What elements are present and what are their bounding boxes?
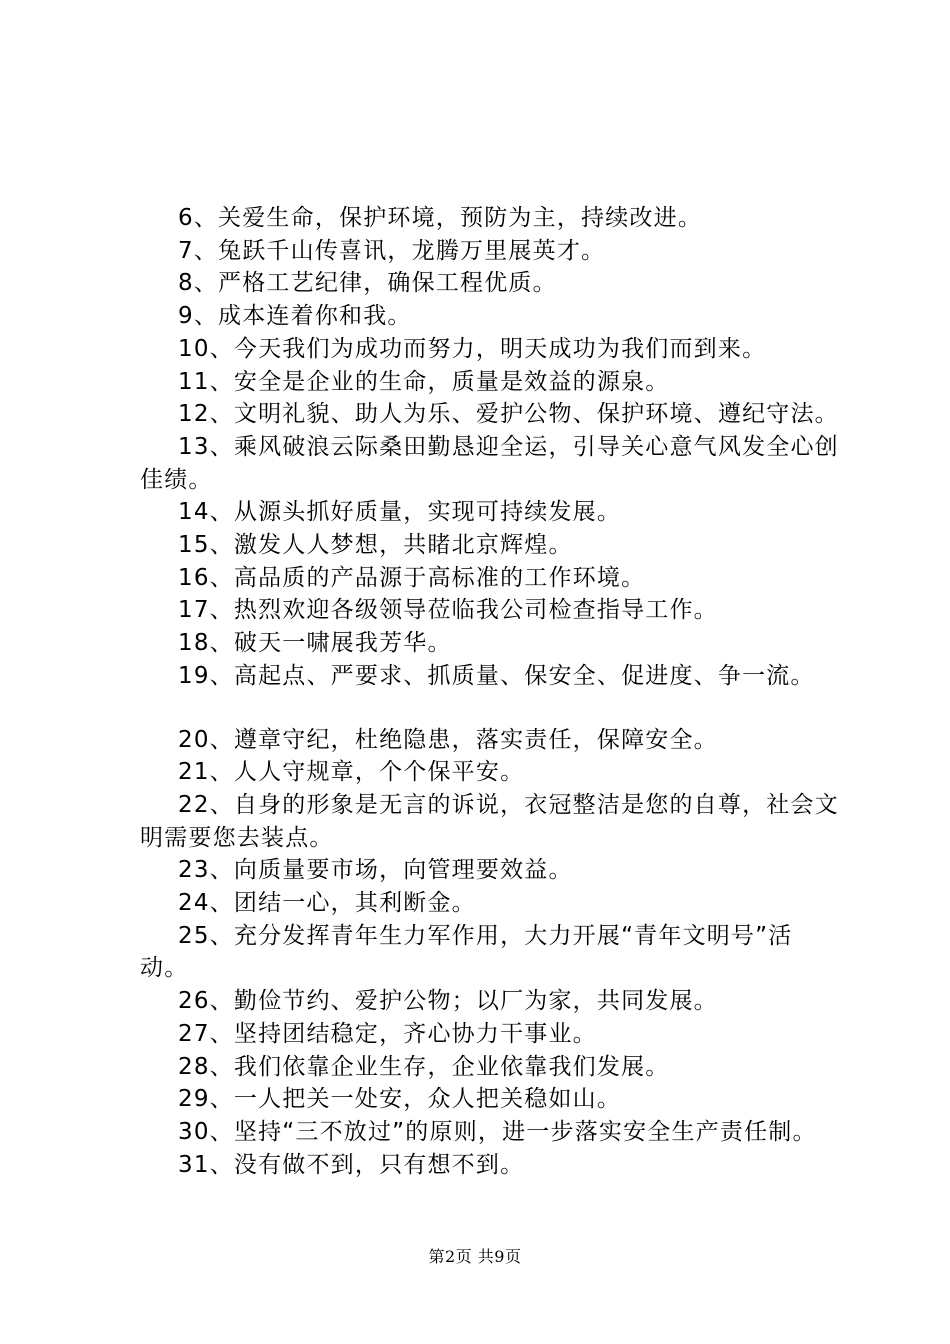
list-item: 9、成本连着你和我。 [178,303,412,330]
list-item: 6、关爱生命，保护环境，预防为主，持续改进。 [178,205,703,231]
list-item: 29、一人把关一处安，众人把关稳如山。 [178,1086,622,1113]
list-item: 20、遵章守纪，杜绝隐患，落实责任，保障安全。 [178,726,718,753]
list-item: 8、严格工艺纪律，确保工程优质。 [178,270,557,297]
list-item: 30、坚持“三不放过”的原则，进一步落实安全生产责任制。 [178,1118,817,1145]
list-item: 21、人人守规章，个个保平安。 [178,759,525,786]
list-item: 17、热烈欢迎各级领导莅临我公司检查指导工作。 [178,597,718,624]
list-item: 31、没有做不到，只有想不到。 [178,1151,525,1178]
list-item: 28、我们依靠企业生存，企业依靠我们发展。 [178,1053,670,1080]
list-item: 12、文明礼貌、助人为乐、爱护公物、保护环境、遵纪守法。 [178,401,839,428]
list-item: 22、自身的形象是无言的诉说，衣冠整洁是您的自尊，社会文明需要您去装点。 [140,791,839,851]
page-footer: 第2页 共9页 [428,1247,522,1266]
list-item: 25、充分发挥青年生力军作用，大力开展“青年文明号”活动。 [140,922,793,982]
list-item: 11、安全是企业的生命，质量是效益的源泉。 [178,368,670,395]
list-item: 7、兔跃千山传喜讯，龙腾万里展英才。 [178,237,606,264]
list-item: 19、高起点、严要求、抓质量、保安全、促进度、争一流。 [178,662,815,689]
list-item: 27、坚持团结稳定，齐心协力干事业。 [178,1020,597,1047]
list-item: 13、乘风破浪云际桑田勤恳迎全运，引导关心意气风发全心创佳绩。 [140,433,839,493]
list-item: 16、高品质的产品源于高标准的工作环境。 [178,564,646,591]
list-item: 23、向质量要市场，向管理要效益。 [178,857,573,884]
list-item: 10、今天我们为成功而努力，明天成功为我们而到来。 [178,335,767,362]
list-item: 14、从源头抓好质量，实现可持续发展。 [178,499,622,526]
slogan-list [140,202,840,1181]
list-item: 18、破天一啸展我芳华。 [178,630,452,657]
list-item: 26、勤俭节约、爱护公物；以厂为家，共同发展。 [178,988,718,1015]
list-item: 24、团结一心，其利断金。 [178,890,476,917]
list-item: 15、激发人人梦想，共睹北京辉煌。 [178,532,573,559]
